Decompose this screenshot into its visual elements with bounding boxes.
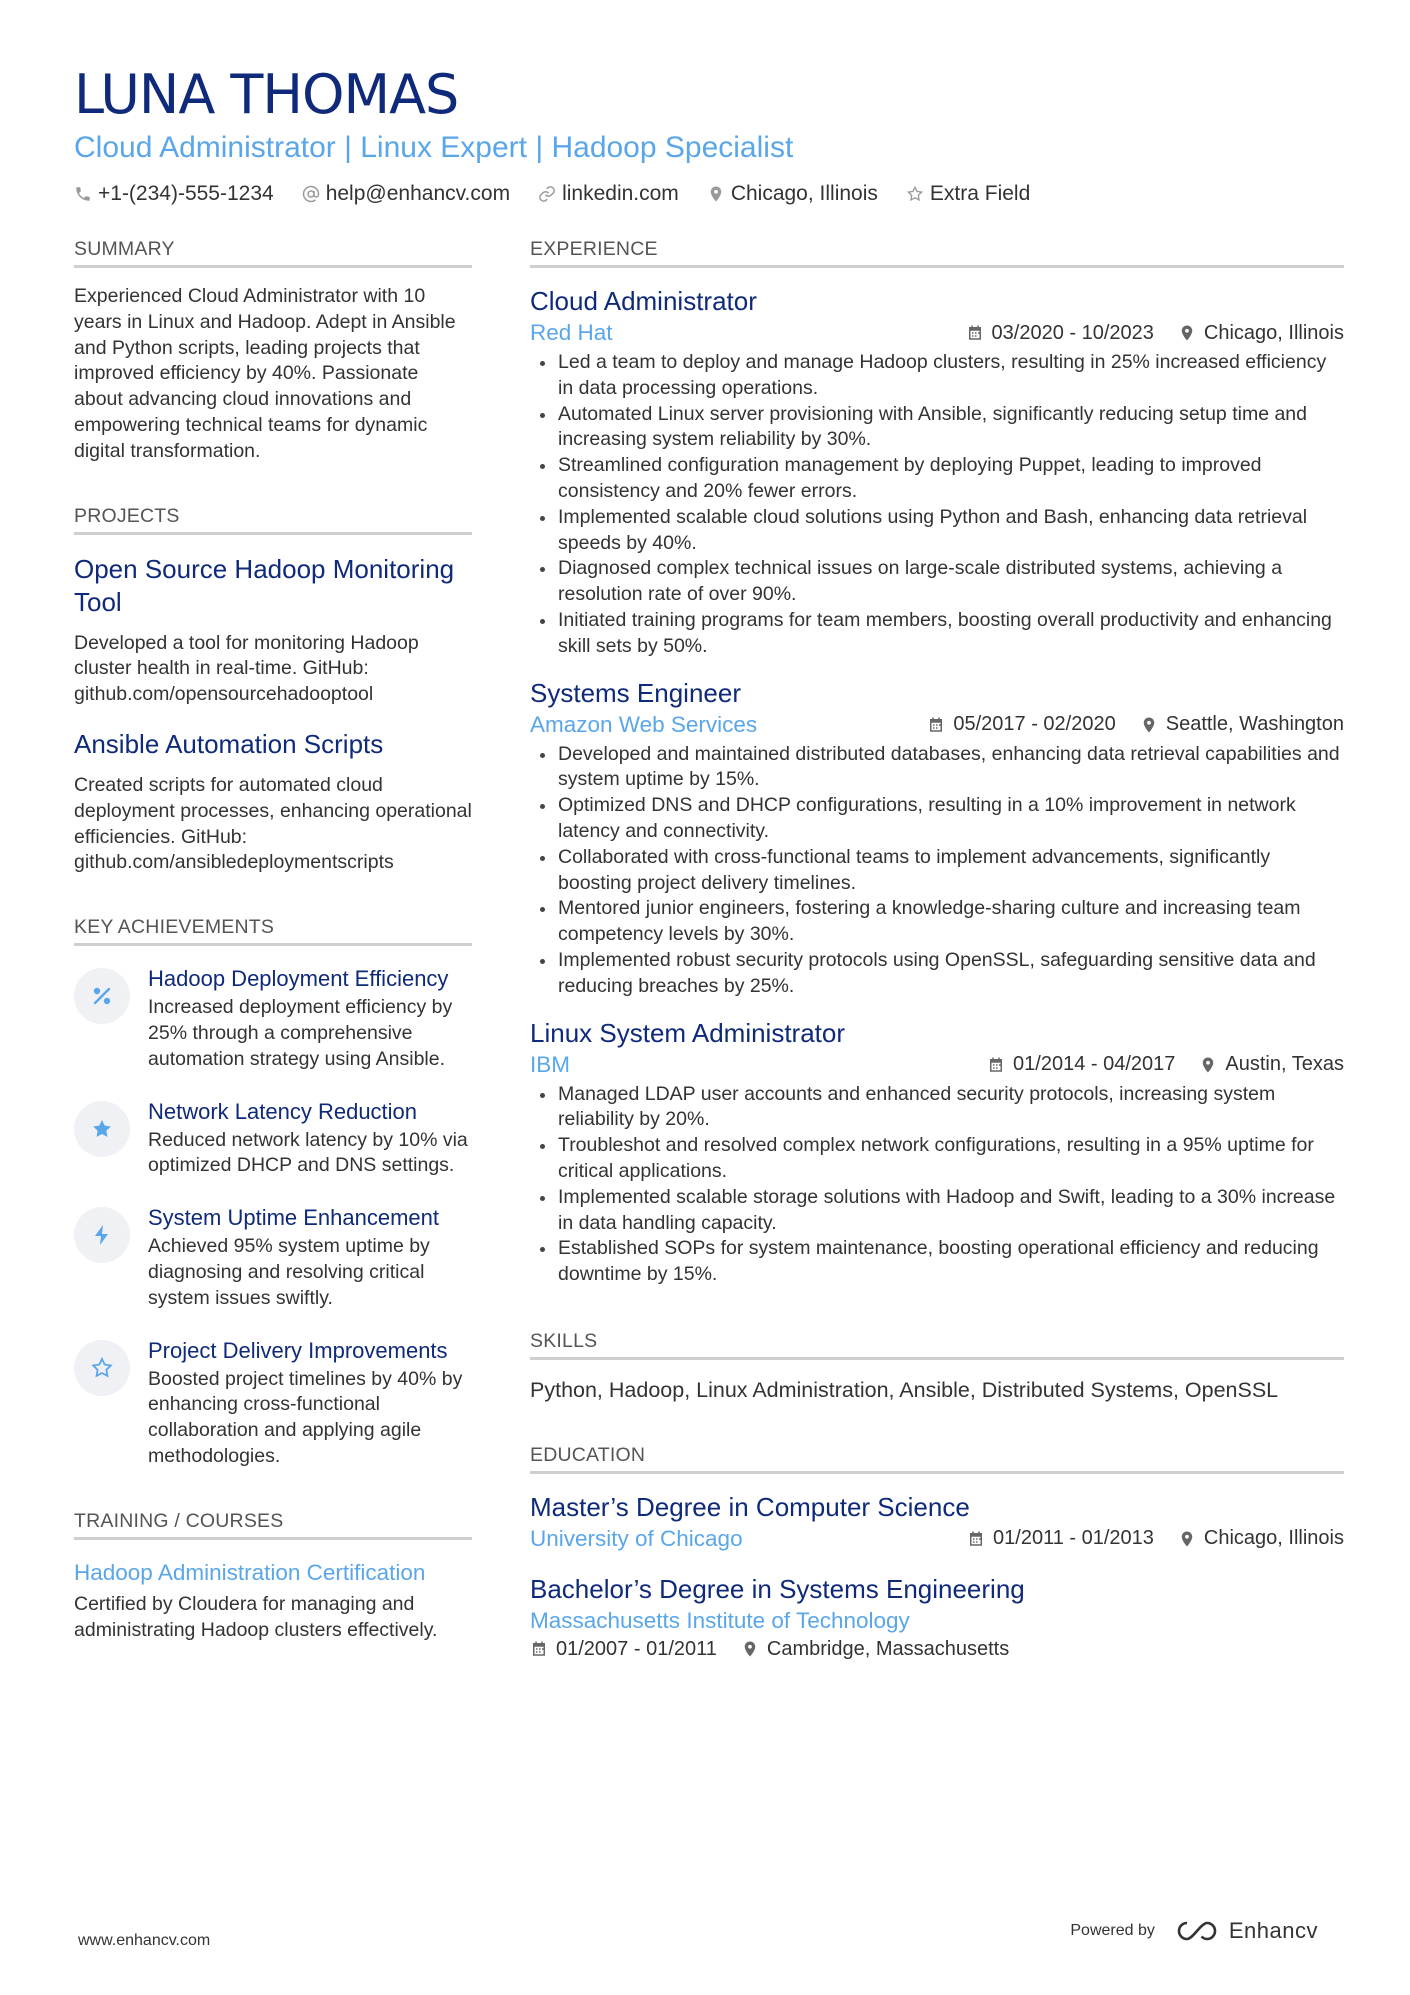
calendar-icon: [966, 324, 984, 342]
project-title: Ansible Automation Scripts: [74, 728, 384, 759]
achievement-item: [74, 1336, 472, 1470]
job-entry: [530, 284, 1344, 660]
achievement-item: [74, 964, 472, 1072]
bullet-item: Implemented scalable storage solutions with Hadoop and Swift, leading to a 30% increase in data handling capacity.: [530, 1185, 1344, 1237]
project-title: Open Source Hadoop Monitoring Tool: [74, 553, 455, 617]
left-column: [74, 238, 472, 1643]
education-location: [741, 1638, 1009, 1661]
company-name: Amazon Web Services: [530, 711, 758, 737]
at-icon: [302, 185, 320, 203]
job-dates: [966, 322, 1154, 345]
infinity-logo-icon: [1175, 1919, 1219, 1943]
job-location: [1178, 322, 1344, 345]
contact-location: [707, 182, 878, 206]
skills-text: Python, Hadoop, Linux Administration, Ansible, Distributed Systems, OpenSSL: [530, 1377, 1279, 1402]
job-dates-text: 05/2017 - 02/2020: [953, 713, 1116, 736]
bullet-item: Optimized DNS and DHCP configurations, resulting in a 10% improvement in network latency and connectivity.: [530, 793, 1344, 845]
location-text: Chicago, Illinois: [730, 182, 878, 205]
achievement-title: Hadoop Deployment Efficiency: [148, 966, 449, 992]
achievement-item: [74, 1097, 472, 1180]
degree-title: Bachelor’s Degree in Systems Engineering: [530, 1573, 1025, 1604]
job-location: [1199, 1053, 1344, 1076]
education-dates-text: 01/2011 - 01/2013: [993, 1527, 1154, 1550]
location-pin-icon: [1178, 1530, 1196, 1548]
bullet-item: Developed and maintained distributed databases, enhancing data retrieval capabilities and system uptime by 15%.: [530, 742, 1344, 794]
footer-website[interactable]: www.enhancv.com: [78, 1932, 211, 1949]
job-dates-text: 01/2014 - 04/2017: [1013, 1053, 1176, 1076]
candidate-headline: Cloud Administrator | Linux Expert | Hadoop Specialist: [74, 131, 794, 164]
projects-heading: PROJECTS: [74, 505, 472, 535]
education-item: [530, 1572, 1344, 1661]
training-heading: TRAINING / COURSES: [74, 1510, 472, 1540]
job-meta: [530, 1052, 1344, 1078]
school-name: University of Chicago: [530, 1525, 743, 1551]
job-location-text: Seattle, Washington: [1165, 713, 1344, 736]
star-outline-icon: [74, 1340, 130, 1396]
bolt-icon: [74, 1207, 130, 1263]
education-dates-text: 01/2007 - 01/2011: [556, 1637, 717, 1660]
location-pin-icon: [741, 1640, 759, 1658]
bullet-item: Established SOPs for system maintenance, boosting operational efficiency and reducing downtime by 15%.: [530, 1236, 1344, 1288]
job-entry: [530, 1016, 1344, 1288]
job-bullets: [530, 1082, 1344, 1288]
location-pin-icon: [1199, 1056, 1217, 1074]
achievement-description: Increased deployment efficiency by 25% through a comprehensive automation strategy using Ansible.: [148, 996, 453, 1070]
job-dates: [987, 1053, 1175, 1076]
achievement-title: System Uptime Enhancement: [148, 1205, 440, 1231]
training-section: [74, 1510, 472, 1644]
right-column: [530, 238, 1344, 1661]
school-name: Massachusetts Institute of Technology: [530, 1607, 910, 1633]
phone-icon: [74, 185, 92, 203]
bullet-item: Implemented robust security protocols using OpenSSL, safeguarding sensitive data and reducing breaches by 25%.: [530, 948, 1344, 1000]
achievement-title: Network Latency Reduction: [148, 1098, 418, 1124]
contact-extra: [906, 182, 1030, 206]
summary-section: [74, 238, 472, 465]
location-pin-icon: [1178, 324, 1196, 342]
projects-section: [74, 505, 472, 877]
job-location-text: Austin, Texas: [1225, 1053, 1344, 1076]
education-meta: [530, 1526, 1344, 1552]
job-location: [1140, 713, 1344, 736]
education-section: [530, 1444, 1344, 1661]
achievement-description: Achieved 95% system uptime by diagnosing and resolving critical system issues swiftly.: [148, 1235, 430, 1309]
bullet-item: Diagnosed complex technical issues on large-scale distributed systems, achieving a resolution rate of over 90%.: [530, 556, 1344, 608]
job-dates-text: 03/2020 - 10/2023: [991, 321, 1154, 344]
bullet-item: Initiated training programs for team members, boosting overall productivity and enhancing skill sets by 50%.: [530, 608, 1344, 660]
contact-phone[interactable]: [74, 182, 274, 206]
education-location-text: Cambridge, Massachusetts: [766, 1637, 1010, 1660]
course-title: Hadoop Administration Certification: [74, 1559, 426, 1585]
job-entry: [530, 676, 1344, 1000]
calendar-icon: [987, 1056, 1005, 1074]
achievement-item: [74, 1203, 472, 1311]
candidate-name: LUNA THOMAS: [74, 63, 459, 126]
experience-heading: EXPERIENCE: [530, 238, 1344, 268]
linkedin-text: linkedin.com: [562, 182, 679, 205]
contact-linkedin[interactable]: [538, 182, 679, 206]
course-item: [74, 1558, 472, 1644]
summary-text: Experienced Cloud Administrator with 10 years in Linux and Hadoop. Adept in Ansible and Python scripts, leading projects that improved efficiency by 40%. Passionate about advancing cloud innovations and empowering technical teams for dynamic digital transformation.: [74, 285, 456, 462]
powered-by-text: Powered by: [1070, 1922, 1155, 1939]
project-description: Developed a tool for monitoring Hadoop cluster health in real-time. GitHub: github.com/opensourcehadooptool: [74, 631, 419, 706]
bullet-item: Automated Linux server provisioning with Ansible, significantly reducing setup time and increasing system reliability by 30%.: [530, 402, 1344, 454]
skills-section: [530, 1330, 1344, 1404]
job-title: Cloud Administrator: [530, 286, 757, 316]
summary-heading: SUMMARY: [74, 238, 472, 268]
job-bullets: [530, 742, 1344, 1000]
enhancv-logo[interactable]: [1175, 1918, 1318, 1944]
bullet-item: Managed LDAP user accounts and enhanced security protocols, increasing system reliability by 20%.: [530, 1082, 1344, 1134]
job-meta: [530, 320, 1344, 346]
achievement-description: Reduced network latency by 10% via optimized DHCP and DNS settings.: [148, 1128, 468, 1177]
company-name: IBM: [530, 1051, 571, 1077]
achievement-description: Boosted project timelines by 40% by enhancing cross-functional collaboration and applying agile methodologies.: [148, 1367, 463, 1467]
education-dates: [967, 1527, 1154, 1550]
project-description: Created scripts for automated cloud deployment processes, enhancing operational efficiencies. GitHub: github.com/ansibledeploymentscripts: [74, 773, 472, 874]
bullet-item: Led a team to deploy and manage Hadoop clusters, resulting in 25% increased efficiency in data processing operations.: [530, 350, 1344, 402]
education-location: [1178, 1527, 1344, 1550]
star-outline-icon: [906, 185, 924, 203]
location-pin-icon: [707, 185, 725, 203]
calendar-icon: [967, 1530, 985, 1548]
achievements-section: [74, 916, 472, 1470]
contact-email[interactable]: [302, 182, 510, 206]
education-meta: [530, 1638, 1344, 1661]
education-item: [530, 1490, 1344, 1552]
bullet-item: Implemented scalable cloud solutions using Python and Bash, enhancing data retrieval speeds by 40%.: [530, 505, 1344, 557]
email-text: help@enhancv.com: [325, 182, 511, 205]
education-dates: [530, 1638, 717, 1661]
percent-icon: [74, 968, 130, 1024]
calendar-icon: [530, 1640, 548, 1658]
footer-branding: [1070, 1918, 1318, 1944]
bullet-item: Streamlined configuration management by deploying Puppet, leading to improved consistency and 20% fewer errors.: [530, 453, 1344, 505]
education-heading: EDUCATION: [530, 1444, 1344, 1474]
experience-section: [530, 238, 1344, 1288]
company-name: Red Hat: [530, 320, 613, 345]
education-location-text: Chicago, Illinois: [1203, 1527, 1344, 1550]
brand-name: Enhancv: [1228, 1918, 1318, 1943]
job-location-text: Chicago, Illinois: [1203, 321, 1344, 344]
course-description: Certified by Cloudera for managing and administrating Hadoop clusters effectively.: [74, 1592, 438, 1641]
contact-bar: [74, 182, 1344, 206]
job-meta: [530, 712, 1344, 738]
project-item: [74, 728, 472, 876]
extra-text: Extra Field: [929, 182, 1031, 205]
resume-page: [74, 62, 1344, 1660]
job-title: Linux System Administrator: [530, 1017, 846, 1048]
star-filled-icon: [74, 1101, 130, 1157]
skills-heading: SKILLS: [530, 1330, 1344, 1360]
degree-title: Master’s Degree in Computer Science: [530, 1491, 970, 1522]
job-title: Systems Engineer: [530, 677, 741, 708]
bullet-item: Collaborated with cross-functional teams to implement advancements, significantly boosting project delivery timelines.: [530, 845, 1344, 897]
bullet-item: Mentored junior engineers, fostering a knowledge-sharing culture and increasing team competency levels by 30%.: [530, 896, 1344, 948]
job-dates: [927, 713, 1115, 736]
link-icon: [538, 185, 556, 203]
phone-text: +1-(234)-555-1234: [98, 182, 274, 205]
job-bullets: [530, 350, 1344, 660]
achievements-heading: KEY ACHIEVEMENTS: [74, 916, 472, 946]
achievement-title: Project Delivery Improvements: [148, 1337, 448, 1363]
calendar-icon: [927, 716, 945, 734]
project-item: [74, 553, 472, 708]
location-pin-icon: [1140, 716, 1158, 734]
bullet-item: Troubleshot and resolved complex network configurations, resulting in a 95% uptime for critical applications.: [530, 1133, 1344, 1185]
